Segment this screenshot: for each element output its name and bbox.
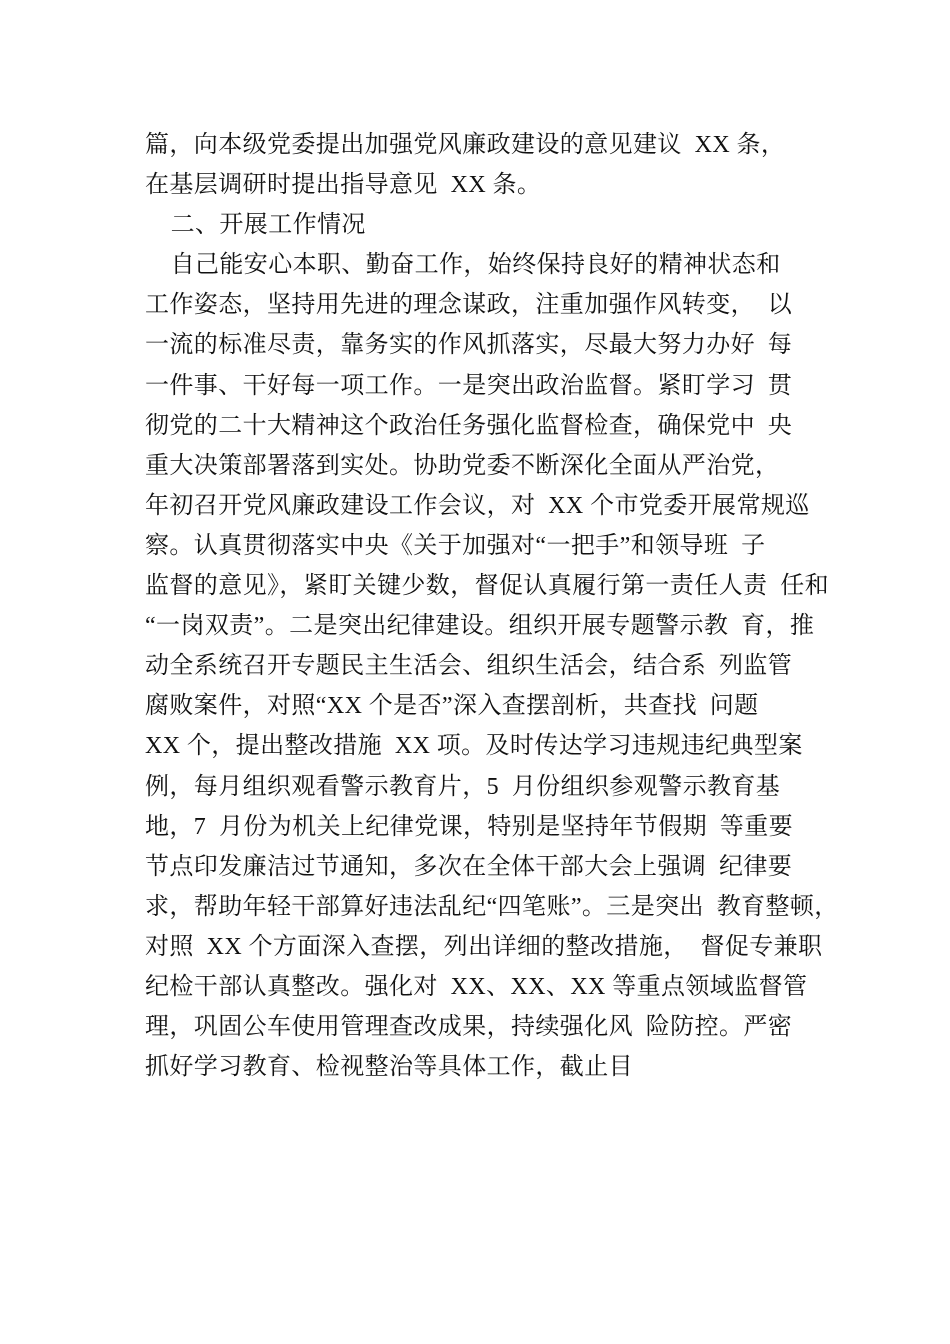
text-line: 节点印发廉洁过节通知，多次在全体干部大会上强调 纪律要 [145,853,793,880]
text-line: 年初召开党风廉政建设工作会议，对 XX 个市党委开展常规巡 [145,492,810,519]
text-line: 求，帮助年轻干部算好违法乱纪“四笔账”。三是突出 教育整顿， [145,893,839,920]
text-line: 察。认真贯彻落实中央《关于加强对“一把手”和领导班 子 [145,532,766,559]
text-line: 在基层调研时提出指导意见 XX 条。 [145,172,542,199]
text-line: 重大决策部署落到实处。协助党委不断深化全面从严治党， [145,452,780,479]
text-line: XX 个，提出整改措施 XX 项。及时传达学习违规违纪典型案 [145,733,803,760]
text-line: 纪检干部认真整改。强化对 XX、XX、XX 等重点领域监督管 [145,973,808,1000]
text-line: 一流的标准尽责，靠务实的作风抓落实，尽最大努力办好 每 [145,332,793,359]
text-line: 工作姿态，坚持用先进的理念谋政，注重加强作风转变， 以 [145,292,793,319]
text-line: 动全系统召开专题民主生活会、组织生活会，结合系 列监管 [145,653,793,680]
text-line: 抓好学习教育、检视整治等具体工作，截止目 [145,1054,633,1081]
body-text [145,125,845,1087]
text-line: 自己能安心本职、勤奋工作，始终保持良好的精神状态和 [145,252,781,279]
text-line: 地，7 月份为机关上纪律党课，特别是坚持年节假期 等重要 [145,813,793,840]
text-line: 例，每月组织观看警示教育片，5 月份组织参观警示教育基 [145,773,781,800]
text-line: 彻党的二十大精神这个政治任务强化监督检查，确保党中 央 [145,412,793,439]
section-heading: 二、开展工作情况 [145,212,366,239]
text-line: “一岗双责”。二是突出纪律建设。组织开展专题警示教 育，推 [145,613,815,640]
text-line: 对照 XX 个方面深入查摆，列出详细的整改措施， 督促专兼职 [145,933,823,960]
text-line: 篇，向本级党委提出加强党风廉政建设的意见建议 XX 条， [145,132,786,158]
text-line: 理，巩固公车使用管理查改成果，持续强化风 险防控。严密 [145,1014,793,1041]
text-line: 腐败案件，对照“XX 个是否”深入查摆剖析，共查找 问题 [145,693,759,720]
text-line: 一件事、干好每一项工作。一是突出政治监督。紧盯学习 贯 [145,372,793,399]
text-line: 监督的意见》，紧盯关键少数，督促认真履行第一责任人责 任和 [145,573,829,600]
